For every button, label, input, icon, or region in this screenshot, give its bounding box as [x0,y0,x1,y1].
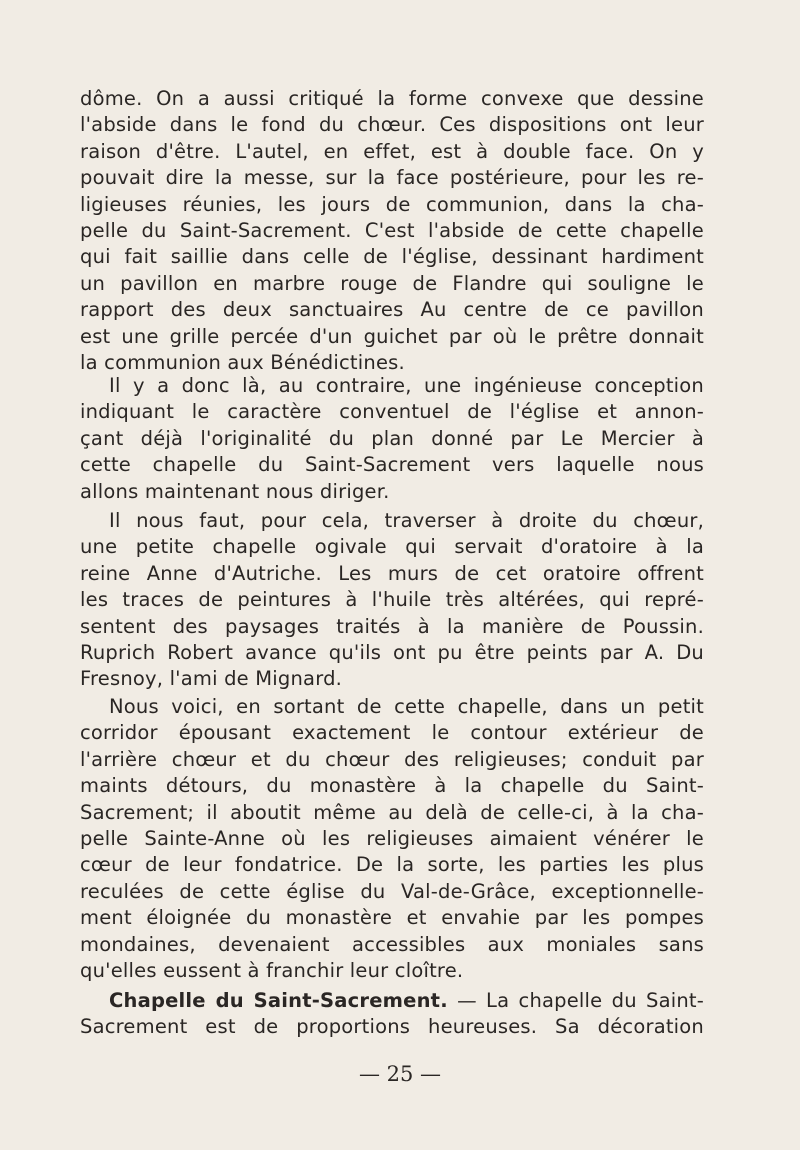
text-line: Ruprich Robert avance qu'ils ont pu être peints par A. Du [80,641,704,665]
text-line: est une grille percée d'un guichet par où le prêtre donnait [80,324,704,348]
paragraph-2 [80,373,704,505]
text-line: ligieuses réunies, les jours de communion, dans la cha- [80,192,704,216]
text-line: les traces de peintures à l'huile très altérées, qui repré- [80,588,704,612]
text-line: pouvait dire la messe, sur la face postérieure, pour les re- [80,166,704,190]
body-text [80,86,704,376]
text-line: cœur de leur fondatrice. De la sorte, les parties les plus [80,853,704,877]
text-line: cette chapelle du Saint-Sacrement vers laquelle nous [80,453,704,477]
text-line: çant déjà l'originalité du plan donné par Le Mercier à [80,426,704,450]
text-line: dôme. On a aussi critiqué la forme convexe que dessine [80,87,704,110]
text-line: sentent des paysages traités à la manière de Poussin. [80,614,704,638]
text-line: indiquant le caractère conventuel de l'église et annon- [80,400,704,424]
text-line: qu'elles eussent à franchir leur cloître. [80,959,464,983]
text-line: ment éloignée du monastère et envahie par les pompes [80,906,704,930]
page-number: — 25 — [358,1062,442,1086]
text-line: l'abside dans le fond du chœur. Ces dispositions ont leur [80,113,704,137]
body-text [80,694,704,984]
text-line: pelle Sainte-Anne où les religieuses aimaient vénérer le [80,827,704,851]
body-text [80,508,704,693]
text-line: Fresnoy, l'ami de Mignard. [80,667,343,691]
text-line: Nous voici, en sortant de cette chapelle, dans un petit [109,695,704,718]
text-line: allons maintenant nous diriger. [80,479,390,503]
text-line: la communion aux Bénédictines. [80,351,405,375]
paragraph-5 [80,988,704,1041]
body-text [80,988,704,1041]
paragraph-3 [80,508,704,693]
paragraph-1 [80,86,704,376]
text-line: reculées de cette église du Val-de-Grâce, exceptionnelle- [80,879,704,903]
text-line: rapport des deux sanctuaires Au centre de ce pavillon [80,298,704,322]
text-line: reine Anne d'Autriche. Les murs de cet oratoire offrent [80,561,704,585]
text-line: corridor épousant exactement le contour extérieur de [80,721,704,745]
text-line: Sacrement est de proportions heureuses. Sa décoration [80,1015,704,1039]
text-line: l'arrière chœur et du chœur des religieuses; conduit par [80,747,704,771]
text-line: pelle du Saint-Sacrement. C'est l'abside de cette chapelle [80,219,704,243]
section-heading: Chapelle du Saint-Sacrement. [109,989,448,1012]
text-line: qui fait saillie dans celle de l'église, dessinant hardiment [80,245,704,269]
text-line: un pavillon en marbre rouge de Flandre qui souligne le [80,271,704,295]
body-text [80,373,704,505]
text-line [80,988,704,1014]
text-line: raison d'être. L'autel, en effet, est à double face. On y [80,139,704,163]
text-line: maints détours, du monastère à la chapelle du Saint- [80,774,704,798]
text-line: Il y a donc là, au contraire, une ingénieuse conception [109,374,704,397]
text-line: une petite chapelle ogivale qui servait d'oratoire à la [80,535,704,559]
text-line: Sacrement; il aboutit même au delà de celle-ci, à la cha- [80,800,704,824]
text-line: mondaines, devenaient accessibles aux moniales sans [80,932,704,956]
paragraph-4 [80,694,704,984]
text-run: — La chapelle du Saint- [447,989,704,1012]
text-line: Il nous faut, pour cela, traverser à droite du chœur, [109,509,704,532]
